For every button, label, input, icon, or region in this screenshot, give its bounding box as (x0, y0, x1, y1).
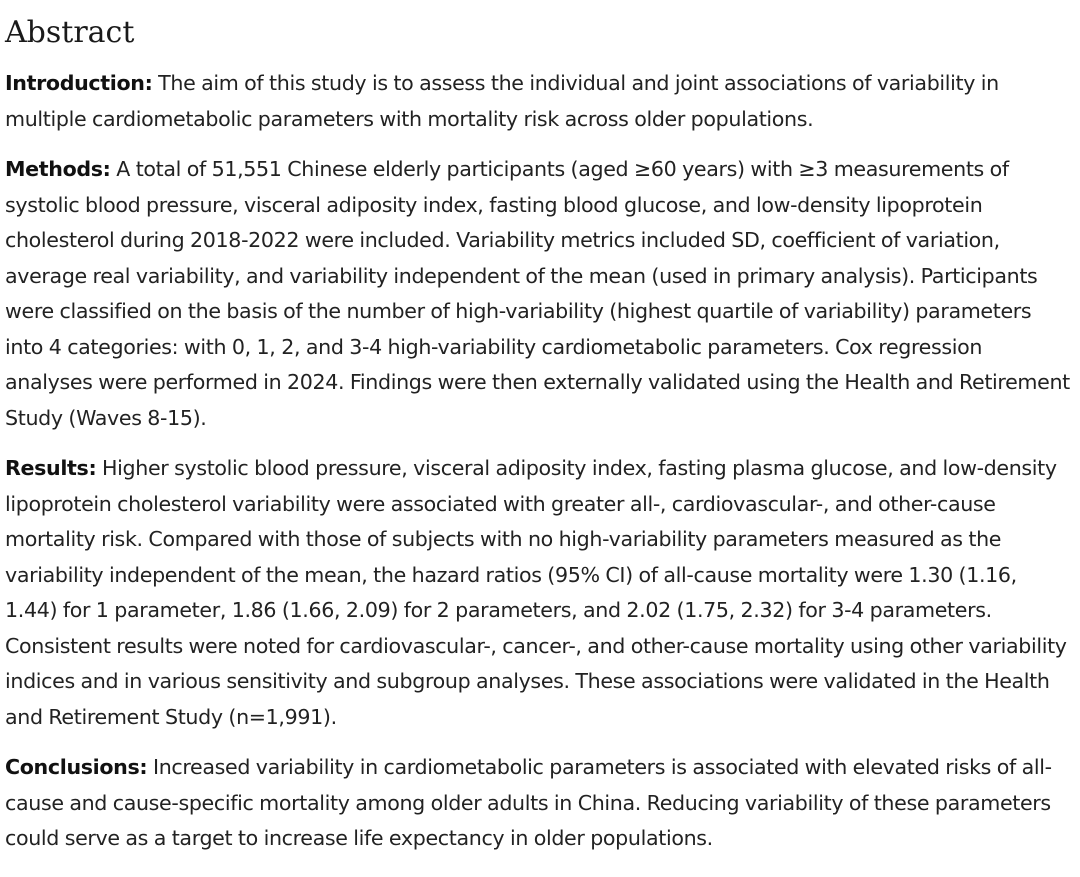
results-label: Results: (5, 456, 97, 480)
results-text: Higher systolic blood pressure, visceral adiposity index, fasting plasma glucose, and low-density lipoprotein cholesterol variability were associated with greater all-, cardiovascular-, and other-cause mortality risk. Compared with those of subjects with no high-variability parameters measured as the variability independent of the mean, the hazard ratios (95% CI) of all-cause mortality were 1.30 (1.16, 1.44) for 1 parameter, 1.86 (1.66, 2.09) for 2 parameters, and 2.02 (1.75, 2.32) for 3-4 parameters. Consistent results were noted for cardiovascular-, cancer-, and other-cause mortality using other variability indices and in various sensitivity and subgroup analyses. These associations were validated in the Health and Retirement Study (n=1,991). (5, 456, 1067, 729)
introduction-paragraph (5, 66, 1074, 137)
conclusions-text: Increased variability in cardiometabolic parameters is associated with elevated risks of all-cause and cause-specific mortality among older adults in China. Reducing variability of these parameters could serve as a target to increase life expectancy in older populations. (5, 755, 1052, 850)
conclusions-label: Conclusions: (5, 755, 148, 779)
introduction-text: The aim of this study is to assess the individual and joint associations of variability in multiple cardiometabolic parameters with mortality risk across older populations. (5, 71, 999, 131)
results-paragraph (5, 451, 1074, 735)
abstract-heading: Abstract (5, 15, 135, 50)
introduction-label: Introduction: (5, 71, 153, 95)
methods-paragraph (5, 152, 1074, 436)
conclusions-paragraph (5, 750, 1074, 857)
methods-label: Methods: (5, 157, 111, 181)
methods-text: A total of 51,551 Chinese elderly participants (aged ≥60 years) with ≥3 measurements of systolic blood pressure, visceral adiposity index, fasting blood glucose, and low-density lipoprotein cholesterol during 2018-2022 were included. Variability metrics included SD, coefficient of variation, average real variability, and variability independent of the mean (used in primary analysis). Participants were classified on the basis of the number of high-variability (highest quartile of variability) parameters into 4 categories: with 0, 1, 2, and 3-4 high-variability cardiometabolic parameters. Cox regression analyses were performed in 2024. Findings were then externally validated using the Health and Retirement Study (Waves 8-15). (5, 157, 1070, 430)
